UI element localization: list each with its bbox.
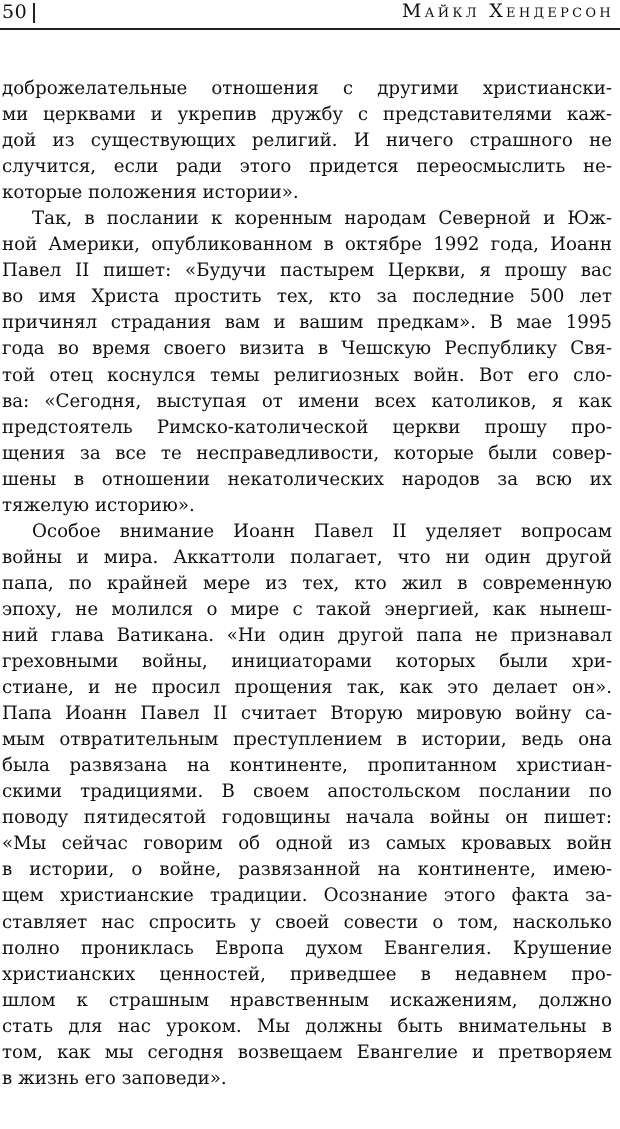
paragraph xyxy=(2,76,612,206)
text-line: стиане, и не просил прощения так, как это делает он». xyxy=(2,677,612,699)
text-line: Павел II пишет: «Будучи пастырем Церкви, я прошу вас xyxy=(2,260,612,282)
text-line: полно прониклась Европа духом Евангелия. Крушение xyxy=(2,937,612,959)
text-line: Папа Иоанн Павел II считает Вторую мировую войну са- xyxy=(2,703,612,725)
text-line: христианских ценностей, приведшее в недавнем про- xyxy=(2,963,612,985)
text-line: эпоху, не молился о мире с такой энергией, как нынеш- xyxy=(2,598,612,620)
paragraph xyxy=(2,206,612,519)
text-line: тяжелую историю». xyxy=(2,494,195,516)
text-line: щем христианские традиции. Осознание этого факта за- xyxy=(2,885,612,907)
text-line: Так, в послании к коренным народам Северной и Юж- xyxy=(32,208,612,230)
text-line: том, как мы сегодня возвещаем Евангелие и претворяем xyxy=(2,1041,612,1063)
text-line: стать для нас уроком. Мы должны быть внимательны в xyxy=(2,1015,612,1037)
text-line: ной Америки, опубликованном в октябре 1992 года, Иоанн xyxy=(2,234,612,256)
text-line: года во время своего визита в Чешскую Республику Свя- xyxy=(2,338,612,360)
text-line: доброжелательные отношения с другими христиански- xyxy=(2,78,612,99)
text-line: ставляет нас спросить у своей совести о том, насколько xyxy=(2,911,612,933)
text-line: ми церквами и укрепив дружбу с представителями каж- xyxy=(2,104,612,126)
text-line: которые положения истории». xyxy=(2,182,299,204)
text-line: ва: «Сегодня, выступая от имени всех католиков, я как xyxy=(2,390,612,412)
running-header-author: Майкл Хендерсон xyxy=(401,0,614,22)
text-line: войны и мира. Аккаттоли полагает, что ни один другой xyxy=(2,546,612,568)
text-line: причинял страдания вам и вашим предкам». В мае 1995 xyxy=(2,312,612,334)
paragraph xyxy=(2,519,612,1092)
text-line: скими традициями. В своем апостольском послании по xyxy=(2,781,612,803)
text-line: случится, если ради этого придется переосмыслить не- xyxy=(2,156,612,178)
text-line: той отец коснулся темы религиозных войн. Вот его сло- xyxy=(2,364,612,386)
text-line: в истории, о войне, развязанной на континенте, имею- xyxy=(2,859,612,881)
text-line: греховными войны, инициаторами которых были хри- xyxy=(2,651,612,673)
text-line: предстоятель Римско-католической церкви прошу про- xyxy=(2,416,612,438)
text-line: Особое внимание Иоанн Павел II уделяет вопросам xyxy=(32,520,612,542)
text-line: была развязана на континенте, пропитанном христиан- xyxy=(2,755,612,777)
text-line: во имя Христа простить тех, кто за последние 500 лет xyxy=(2,286,612,308)
text-line: «Мы сейчас говорим об одной из самых кровавых войн xyxy=(2,833,612,855)
text-line: в жизнь его заповеди». xyxy=(2,1067,227,1089)
text-line: поводу пятидесятой годовщины начала войны он пишет: xyxy=(2,807,612,829)
text-line: дой из существующих религий. И ничего страшного не xyxy=(2,130,612,152)
text-line: шлом к страшным нравственным искажениям, должно xyxy=(2,989,612,1011)
text-line: папа, по крайней мере из тех, кто жил в современную xyxy=(2,572,612,594)
text-line: щения за все те несправедливости, которые были совер- xyxy=(2,442,612,464)
page-number: 50 xyxy=(2,1,28,23)
text-line: мым отвратительным преступлением в истории, ведь она xyxy=(2,729,612,751)
text-line: ний глава Ватикана. «Ни один другой папа не признавал xyxy=(2,624,612,646)
main-text xyxy=(2,76,612,1092)
header-separator xyxy=(33,3,35,23)
running-header xyxy=(0,0,620,30)
text-line: шены в отношении некатолических народов за всю их xyxy=(2,468,612,490)
